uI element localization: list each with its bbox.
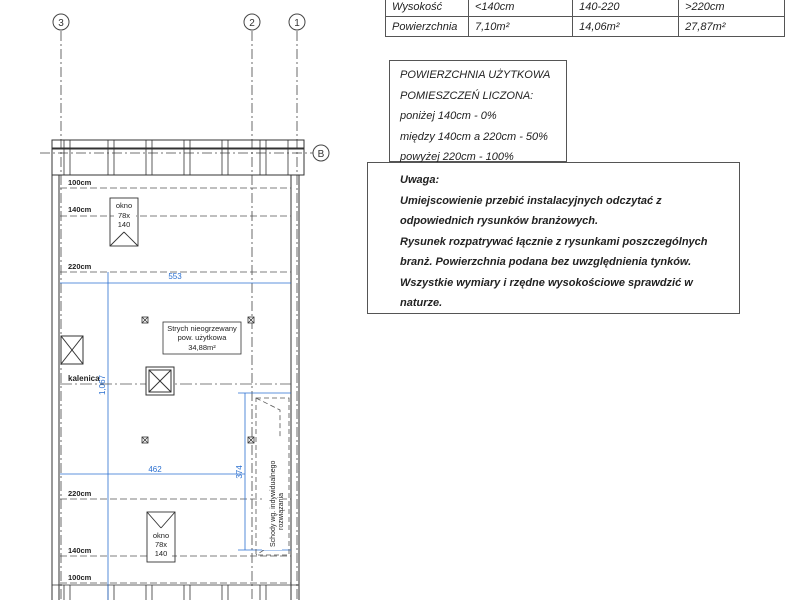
window-bottom-l3: 140 [154, 549, 168, 558]
area-rules-box [389, 60, 567, 162]
vent-left [61, 336, 83, 364]
notes-line: odpowiednich rysunków branżowych. [400, 215, 599, 227]
height-label-bot-220: 220cm [68, 489, 92, 498]
bottom-rafters [52, 585, 299, 600]
table-row [386, 0, 785, 17]
axis-label-2: 2 [249, 18, 255, 29]
notes-line: Umiejscowienie przebić instalacyjnych odczytać z [400, 194, 662, 207]
window-top-l3: 140 [117, 220, 131, 229]
area-rules-line: poniżej 140cm - 0% [400, 110, 497, 122]
ridge-label: kalenica [68, 374, 100, 383]
area-rules-line: POWIERZCHNIA UŻYTKOWA [400, 69, 551, 81]
top-rafters [64, 140, 288, 175]
stairs-label-1: Schody wg. indywidualnego [270, 460, 277, 547]
axis-label-b: B [317, 149, 325, 160]
window-top-l2: 78x [117, 211, 131, 220]
dim-label-inner-width: 462 [148, 465, 162, 474]
table-cell: 140-220 [573, 0, 679, 17]
room-name: Strych nieogrzewany [167, 324, 237, 333]
dim-label-length: 1,067 [98, 374, 107, 396]
area-rules-line: między 140cm a 220cm - 50% [400, 130, 548, 143]
notes-title: Uwaga: [400, 174, 440, 186]
axis-label-1: 1 [294, 18, 300, 29]
table-cell: <140cm [469, 0, 573, 17]
dim-label-stair: 374 [235, 465, 244, 479]
dim-label-width: 553 [168, 272, 182, 281]
table-row [386, 17, 785, 37]
area-rules-line: powyżej 220cm - 100% [400, 151, 514, 163]
height-label-top-220: 220cm [68, 262, 92, 271]
height-label-top-140: 140cm [68, 205, 92, 214]
window-bottom-l2: 78x [154, 540, 168, 549]
table-cell: Powierzchnia [386, 17, 469, 37]
table-cell: Wysokość [386, 0, 469, 17]
notes-line: Wszystkie wymiary i rzędne wysokościowe sprawdzić w [400, 276, 693, 289]
table-cell: >220cm [679, 0, 785, 17]
room-area-value: 34,88m² [188, 343, 216, 352]
notes-box [367, 162, 740, 314]
table-cell: 14,06m² [573, 17, 679, 37]
stairs-label-2: rozwiązania [278, 493, 285, 530]
notes-line: Rysunek rozpatrywać łącznie z rysunkami poszczególnych [400, 235, 708, 248]
height-label-top-100: 100cm [68, 178, 92, 187]
table-cell: 27,87m² [679, 17, 785, 37]
window-top-l1: okno [115, 201, 133, 210]
notes-line: branż. Powierzchnia podana bez uwzględnienia tynków. [400, 256, 692, 268]
table-cell: 7,10m² [469, 17, 573, 37]
height-area-table [385, 0, 785, 37]
area-rules-line: POMIESZCZEŃ LICZONA: [400, 89, 534, 102]
notes-line: naturze. [400, 297, 443, 309]
window-bottom-l1: okno [152, 531, 170, 540]
room-area-caption: pow. użytkowa [177, 333, 227, 342]
height-label-bot-100: 100cm [68, 573, 92, 582]
axis-label-3: 3 [58, 18, 64, 29]
chimney-center [146, 367, 174, 395]
height-label-bot-140: 140cm [68, 546, 92, 555]
